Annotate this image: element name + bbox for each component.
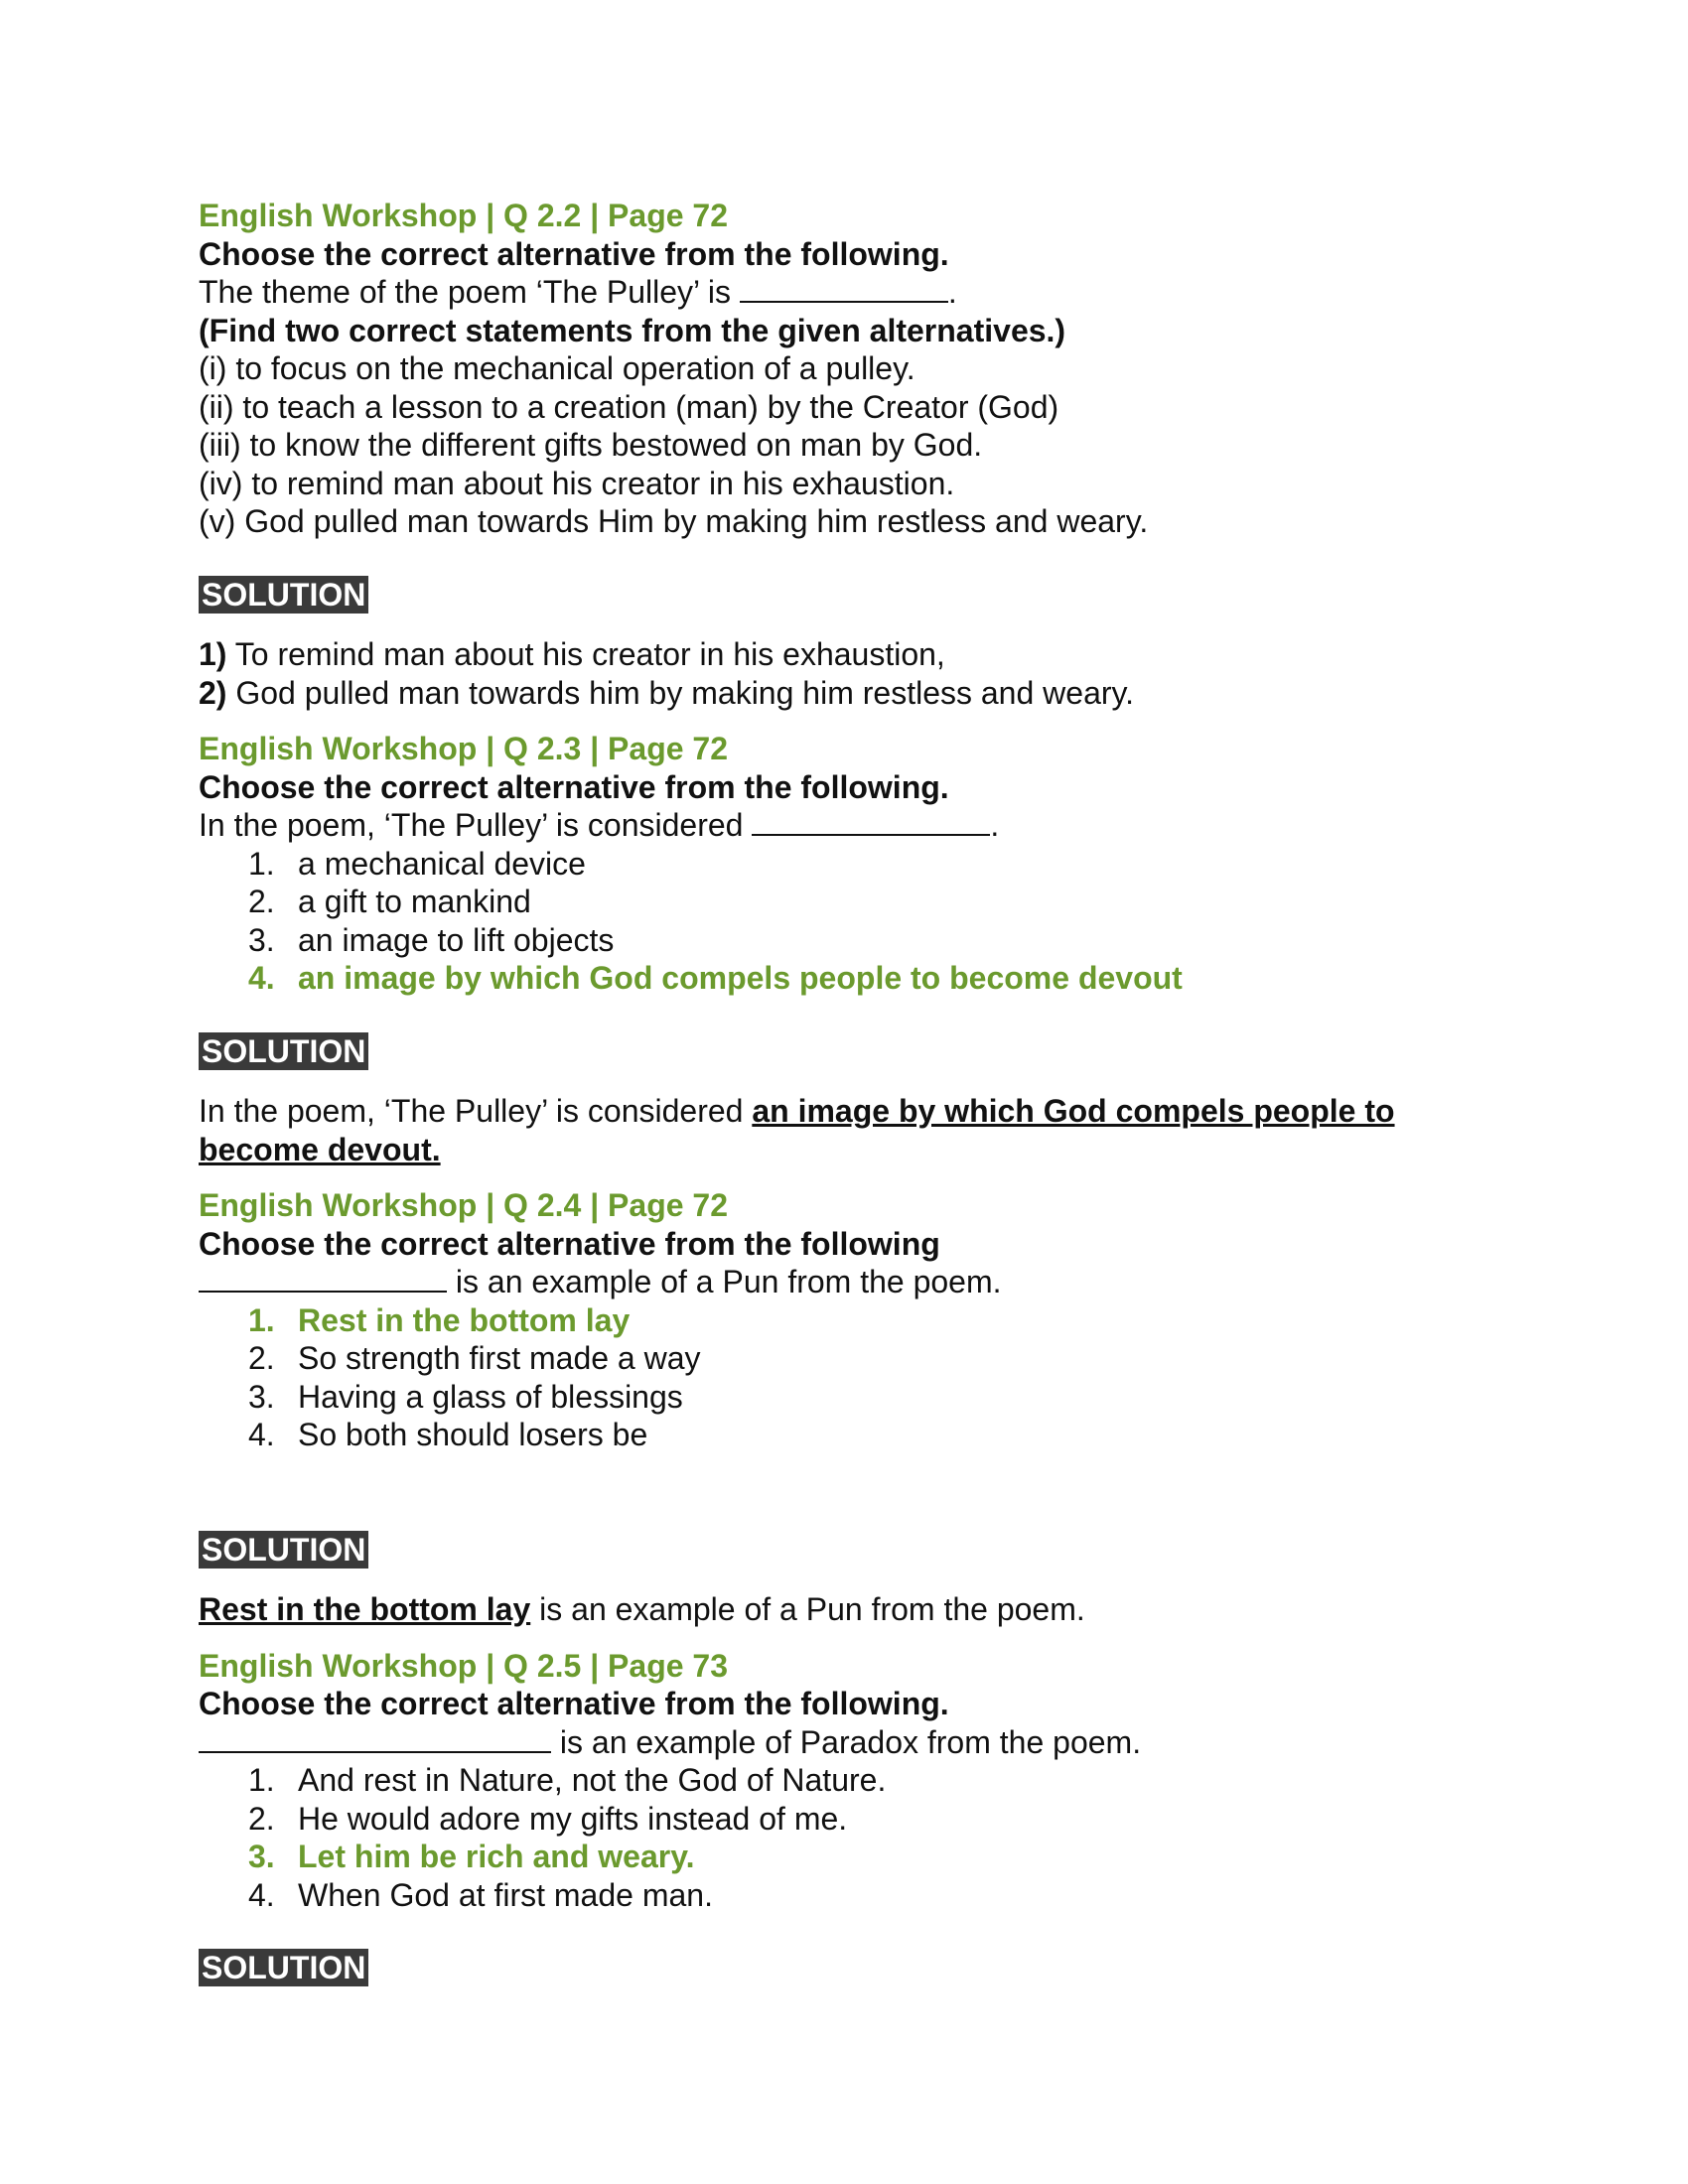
solution-label-wrap (199, 1032, 1509, 1071)
question-heading: English Workshop | Q 2.3 | Page 72 (199, 731, 729, 766)
question-instruction: Choose the correct alternative from the following. (199, 235, 949, 272)
question-stem: is an example of Paradox from the poem. (199, 1723, 1509, 1762)
question-stem: In the poem, ‘The Pulley’ is considered . (199, 807, 1000, 843)
question-heading: English Workshop | Q 2.2 | Page 72 (199, 198, 729, 233)
question-instruction: Choose the correct alternative from the following (199, 1225, 940, 1262)
option-item: 3. an image to lift objects (248, 921, 615, 958)
solution-label-wrap (199, 1531, 1509, 1570)
options-list (199, 1301, 1509, 1454)
solution-line: 1) To remind man about his creator in his exhaustion, (199, 636, 945, 672)
solution-badge: SOLUTION (199, 1032, 368, 1070)
document-page (199, 197, 1509, 2009)
solution-answer: an image by which God compels people to become devout. (199, 1093, 1395, 1167)
solution-line: In the poem, ‘The Pulley’ is considered an image by which God compels people to become devout. (199, 1093, 1395, 1167)
question-instruction: Choose the correct alternative from the following. (199, 768, 949, 805)
solution-badge: SOLUTION (199, 1949, 368, 1986)
question-instruction: Choose the correct alternative from the following. (199, 1686, 949, 1721)
option-item: (ii) to teach a lesson to a creation (man) by the Creator (God) (199, 388, 1059, 425)
option-item-correct: 3. Let him be rich and weary. (248, 1839, 695, 1874)
solution-badge: SOLUTION (199, 576, 368, 614)
solution-answer: Rest in the bottom lay (199, 1591, 531, 1627)
option-item: (iv) to remind man about his creator in his exhaustion. (199, 465, 955, 501)
answer-blank (752, 806, 990, 836)
option-item: 3. Having a glass of blessings (248, 1378, 683, 1415)
option-item: 2. He would adore my gifts instead of me. (248, 1800, 848, 1837)
question-stem: is an example of a Pun from the poem. (199, 1263, 1509, 1301)
answer-blank (199, 1263, 447, 1293)
solution-label-wrap (199, 1949, 1509, 1987)
options-list (199, 1761, 1509, 1914)
option-item: 1. And rest in Nature, not the God of Nature. (248, 1762, 887, 1798)
solution-line: Rest in the bottom lay is an example of a Pun from the poem. (199, 1591, 1085, 1627)
option-item: 1. a mechanical device (248, 845, 586, 882)
question-heading: English Workshop | Q 2.4 | Page 72 (199, 1187, 729, 1223)
option-item-correct: 4. an image by which God compels people to become devout (248, 960, 1183, 996)
solution-label-wrap (199, 576, 1509, 614)
option-item: (iii) to know the different gifts bestowed on man by God. (199, 427, 983, 463)
question-stem: The theme of the poem ‘The Pulley’ is . (199, 274, 957, 310)
solution-line: 2) God pulled man towards him by making him restless and weary. (199, 674, 1135, 711)
answer-blank (199, 1723, 551, 1753)
option-item-correct: 1. Rest in the bottom lay (248, 1301, 631, 1338)
answer-blank (740, 273, 948, 303)
option-item: 2. So strength first made a way (248, 1340, 701, 1376)
option-item: 4. So both should losers be (248, 1417, 648, 1452)
option-item: (v) God pulled man towards Him by making him restless and weary. (199, 503, 1149, 539)
solution-badge: SOLUTION (199, 1531, 368, 1569)
question-heading: English Workshop | Q 2.5 | Page 73 (199, 1647, 729, 1684)
question-note: (Find two correct statements from the given alternatives.) (199, 312, 1066, 348)
options-list (199, 845, 1509, 998)
option-item: 2. a gift to mankind (248, 884, 531, 919)
option-item: (i) to focus on the mechanical operation of a pulley. (199, 350, 915, 386)
option-item: 4. When God at first made man. (248, 1876, 713, 1913)
